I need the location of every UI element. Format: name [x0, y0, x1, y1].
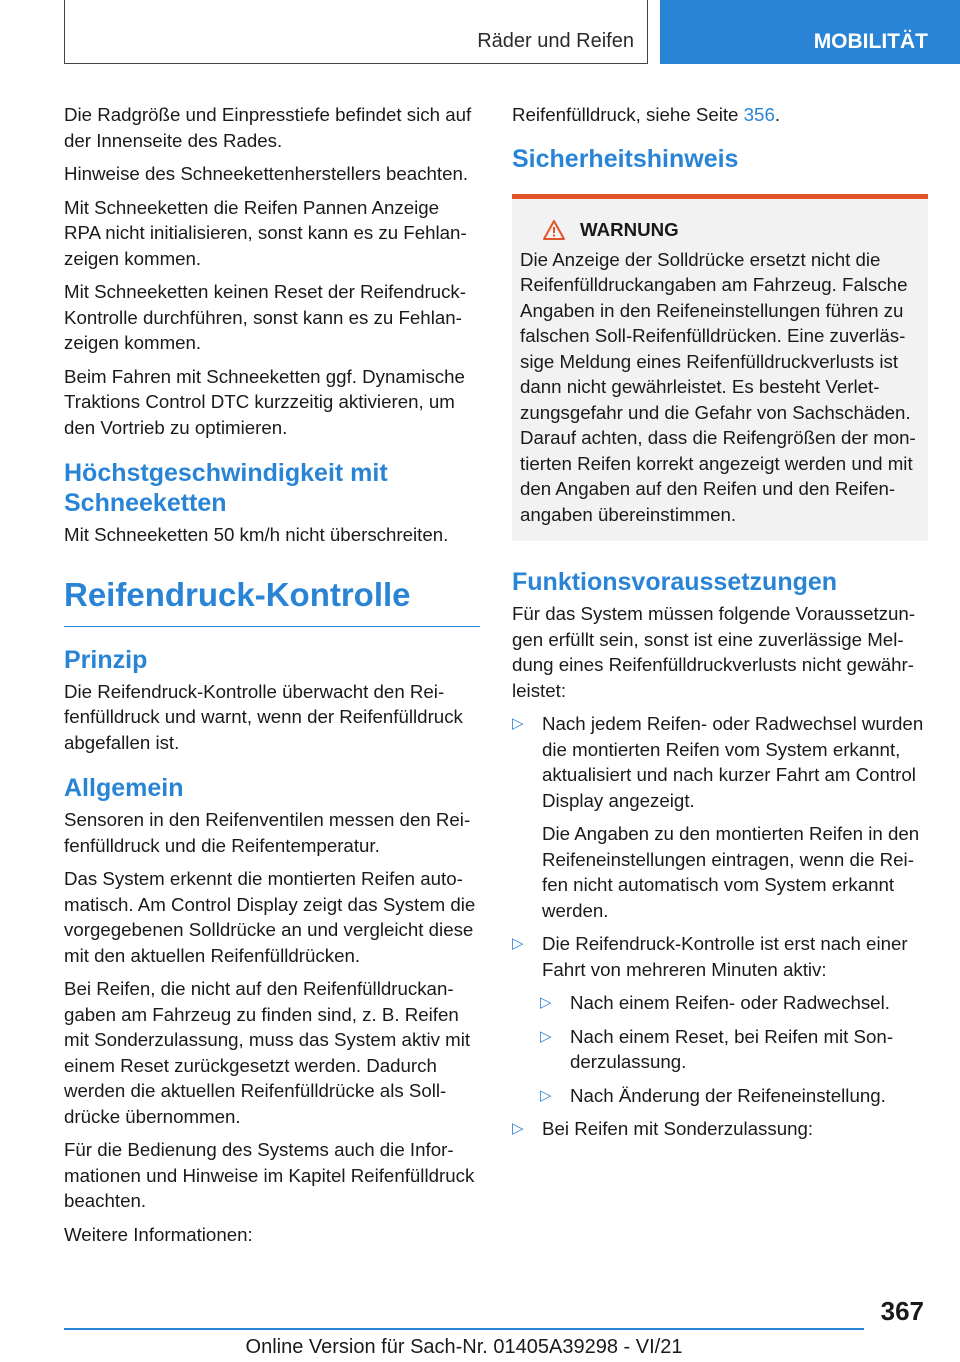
- heading-requirements: Funktionsvoraussetzungen: [512, 568, 838, 596]
- paragraph: Mit Schneeketten 50 km/h nicht überschreiten.: [64, 524, 449, 545]
- heading-tire-pressure-monitor: Reifendruck-Kontrolle: [64, 576, 480, 627]
- page-link[interactable]: 356: [743, 104, 775, 125]
- bullet-arrow-icon: ▷: [540, 1086, 552, 1104]
- list-item: ▷ Nach jedem Reifen- oder Radwechsel wurden die montierten Reifen vom System erkannt, aktualisiert und nach kurzer Fahrt am Control Display angezeigt.: [512, 713, 924, 811]
- paragraph: Weitere Informationen:: [64, 1223, 253, 1245]
- reference-text: Reifenfülldruck, siehe Seite: [512, 104, 744, 125]
- paragraph: Mit Schneeketten keinen Reset der Reifendruck-Kontrolle durchführen, sonst kann es zu Fehlanzeigen kommen.: [64, 281, 466, 353]
- footer-divider: [64, 1328, 864, 1330]
- page-number: 367: [880, 1296, 924, 1326]
- page-reference: [512, 102, 928, 128]
- bullet-arrow-icon: ▷: [540, 994, 552, 1011]
- bullet-arrow-icon: ▷: [512, 715, 524, 732]
- paragraph: Die Radgröße und Einpresstiefe befindet sich auf der Innenseite des Rades.: [64, 104, 472, 151]
- bullet-arrow-icon: ▷: [512, 1120, 524, 1137]
- chapter-title: Räder und Reifen: [477, 30, 634, 52]
- warning-box: [512, 194, 928, 542]
- list-item-note: Die Angaben zu den montierten Reifen in den Reifeneinstellungen eintragen, wenn die Reifen nicht automatisch vom System erkannt werden.: [542, 823, 920, 921]
- footer-text: Online Version für Sach-Nr. 01405A39298 - VI/21: [245, 1336, 683, 1358]
- heading-safety: Sicherheitshinweis: [512, 144, 739, 173]
- bullet-arrow-icon: ▷: [512, 935, 524, 952]
- paragraph: Für die Bedienung des Systems auch die Informationen und Hinweise im Kapitel Reifenfülldruck beachten.: [64, 1139, 475, 1211]
- paragraph: Beim Fahren mit Schneeketten ggf. Dynamische Traktions Control DTC kurzzeitig aktivieren, um den Vortrieb zu optimieren.: [64, 365, 465, 438]
- list-item: ▷ Bei Reifen mit Sonderzulassung:: [512, 1116, 928, 1142]
- bullet-arrow-icon: ▷: [540, 1027, 552, 1045]
- warning-header: [542, 219, 920, 241]
- section-tab[interactable]: MOBILITÄT: [660, 0, 960, 64]
- sub-list-item: ▷ Nach einem Reset, bei Reifen mit Sonderzulassung.: [540, 1025, 894, 1072]
- list-item: ▷ Die Reifendruck-Kontrolle ist erst nach einer Fahrt von mehreren Minuten aktiv:: [512, 933, 908, 980]
- warning-triangle-icon: [542, 219, 566, 241]
- paragraph: Für das System müssen folgende Voraussetzungen erfüllt sein, sonst ist eine zuverlässige Meldung eines Reifenfülldruckverlusts nicht gewährleistet:: [512, 603, 916, 701]
- paragraph: Sensoren in den Reifenventilen messen den Reifenfülldruck und die Reifentemperatur.: [64, 809, 471, 856]
- paragraph: Das System erkennt die montierten Reifen automatisch. Am Control Display zeigt das System die vorgegebenen Solldrücke an und vergleicht diese mit den aktuellen Reifenfülldrücken.: [64, 868, 476, 966]
- paragraph: Die Reifendruck-Kontrolle überwacht den Reifenfülldruck und warnt, wenn der Reifenfülldruck abgefallen ist.: [64, 680, 463, 753]
- sub-list-item: ▷ Nach Änderung der Reifeneinstellung.: [512, 1083, 928, 1109]
- heading-general: Allgemein: [64, 774, 184, 802]
- heading-principle: Prinzip: [64, 645, 148, 674]
- left-column: [64, 102, 480, 1255]
- sub-list-item: ▷ Nach einem Reifen- oder Radwechsel.: [512, 990, 928, 1016]
- reference-end: .: [774, 104, 781, 125]
- paragraph: Hinweise des Schneekettenherstellers beachten.: [64, 163, 469, 184]
- warning-text: Die Anzeige der Solldrücke ersetzt nicht die Reifenfülldruckangaben am Fahrzeug. Falsche Angaben in den Reifeneinstellungen führen zu falschen Soll-Reifenfülldrücken. Eine zuverlässige Meldung eines Reifenfülldruckverlusts ist dann nicht gewährleistet. Es besteht Verletzungsgefahr und die Gefahr von Sachschäden. Darauf achten, dass die Reifengrößen der montierten Reifen korrekt angezeigt werden und mit den Angaben auf den Reifen und den Reifenangaben übereinstimmen.: [520, 248, 916, 525]
- paragraph: Bei Reifen, die nicht auf den Reifenfülldruckangaben am Fahrzeug zu finden sind, z. B. Reifen mit Sonderzulassung, muss das System aktiv mit einem Reset zurückgesetzt werden. Dadurch werden die aktuellen Reifenfülldrücke als Solldrücke übernommen.: [64, 978, 471, 1127]
- warning-title: WARNUNG: [580, 218, 679, 240]
- right-column: [512, 102, 928, 1150]
- paragraph: Mit Schneeketten die Reifen Pannen Anzeige RPA nicht initialisieren, sonst kann es zu Fehlanzeigen kommen.: [64, 196, 467, 269]
- heading-max-speed: Höchstgeschwindigkeit mit Schneeketten: [64, 459, 388, 517]
